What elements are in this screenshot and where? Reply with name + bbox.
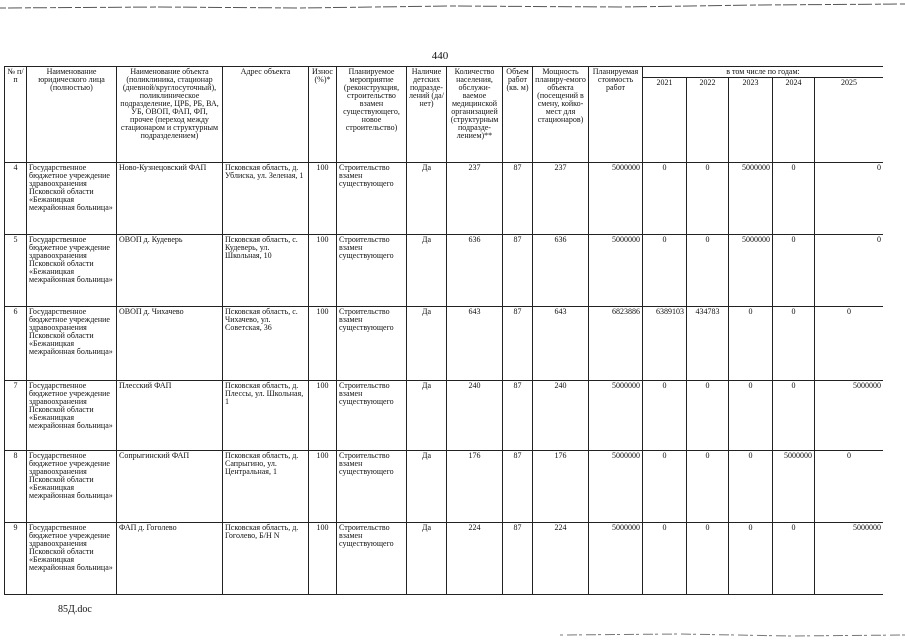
cell-2025: 0 [815,163,884,235]
cell-children: Да [407,163,447,235]
header-num: № п/п [5,67,27,163]
cell-2021: 0 [643,381,687,451]
cell-activity: Строительство взамен существующего [337,307,407,381]
cell-object: Сопрыгинский ФАП [117,451,223,523]
cell-capacity: 643 [533,307,589,381]
header-activity: Планируемое мероприятие (реконструкция, строительство взамен существующего, новое строительство) [337,67,407,163]
cell-2024: 0 [773,307,815,381]
cell-num: 4 [5,163,27,235]
cell-activity: Строительство взамен существующего [337,381,407,451]
cell-children: Да [407,451,447,523]
cell-2021: 6389103 [643,307,687,381]
cell-2023: 0 [729,523,773,595]
cell-address: Псковская область, д. Гоголево, Б/Н N [223,523,309,595]
cell-activity: Строительство взамен существующего [337,235,407,307]
cell-volume: 87 [503,163,533,235]
cell-2025: 5000000 [815,523,884,595]
cell-capacity: 240 [533,381,589,451]
cell-capacity: 176 [533,451,589,523]
table-row [5,163,884,235]
header-population: Количество населения, обслужи-ваемое медицинской организацией (структурным подразде-лением)** [447,67,503,163]
cell-2021: 0 [643,523,687,595]
cell-2022: 0 [687,451,729,523]
cell-volume: 87 [503,235,533,307]
cell-capacity: 636 [533,235,589,307]
cell-wear: 100 [309,523,337,595]
header-year-2021: 2021 [643,78,687,163]
cell-entity: Государственное бюджетное учреждение здравоохранения Псковской области «Бежаницкая межрайонная больница» [27,451,117,523]
cell-2022: 0 [687,235,729,307]
cell-2025: 0 [815,451,884,523]
cell-2024: 0 [773,523,815,595]
cell-object: Плесский ФАП [117,381,223,451]
cell-object: ОВОП д. Чихачево [117,307,223,381]
table-row [5,381,884,451]
header-years-group: в том числе по годам: [643,67,884,78]
cell-children: Да [407,523,447,595]
cell-children: Да [407,381,447,451]
cell-wear: 100 [309,451,337,523]
table-row [5,307,884,381]
cell-population: 237 [447,163,503,235]
cell-num: 5 [5,235,27,307]
cell-2025: 0 [815,307,884,381]
header-year-2022: 2022 [687,78,729,163]
cell-cost: 5000000 [589,451,643,523]
cell-entity: Государственное бюджетное учреждение здравоохранения Псковской области «Бежаницкая межрайонная больница» [27,235,117,307]
cell-activity: Строительство взамен существующего [337,523,407,595]
header-volume: Объем работ (кв. м) [503,67,533,163]
facilities-table [4,66,883,595]
cell-population: 643 [447,307,503,381]
cell-population: 176 [447,451,503,523]
cell-capacity: 224 [533,523,589,595]
cell-2023: 0 [729,451,773,523]
scan-edge-line-bottom [560,632,905,638]
cell-2021: 0 [643,163,687,235]
header-children: Наличие детских подразде-лений (да/нет) [407,67,447,163]
cell-wear: 100 [309,163,337,235]
header-year-2023: 2023 [729,78,773,163]
cell-activity: Строительство взамен существующего [337,163,407,235]
table-body [5,163,884,595]
cell-entity: Государственное бюджетное учреждение здравоохранения Псковской области «Бежаницкая межрайонная больница» [27,381,117,451]
cell-address: Псковская область, с. Кудеверь, ул. Школьная, 10 [223,235,309,307]
cell-object: ФАП д. Гоголево [117,523,223,595]
cell-volume: 87 [503,451,533,523]
cell-address: Псковская область, с. Чихачево, ул. Советская, 36 [223,307,309,381]
cell-wear: 100 [309,381,337,451]
cell-activity: Строительство взамен существующего [337,451,407,523]
cell-volume: 87 [503,523,533,595]
cell-volume: 87 [503,307,533,381]
cell-address: Псковская область, д. Плессы, ул. Школьная, 1 [223,381,309,451]
cell-entity: Государственное бюджетное учреждение здравоохранения Псковской области «Бежаницкая межрайонная больница» [27,163,117,235]
cell-2022: 434783 [687,307,729,381]
cell-cost: 5000000 [589,163,643,235]
header-object: Наименование объекта (поликлиника, стационар (дневной/круглосуточный), поликлиническое подразделение, ЦРБ, РБ, ВА, УБ, ОВОП, ФАП, ФП, прочее (переход между стационаром и структурным подразделением) [117,67,223,163]
cell-cost: 5000000 [589,381,643,451]
cell-volume: 87 [503,381,533,451]
cell-address: Псковская область, д. Сапрыгино, ул. Центральная, 1 [223,451,309,523]
cell-num: 7 [5,381,27,451]
cell-cost: 6823886 [589,307,643,381]
page-number: 440 [431,50,449,62]
cell-2024: 5000000 [773,451,815,523]
cell-num: 9 [5,523,27,595]
cell-cost: 5000000 [589,235,643,307]
cell-2021: 0 [643,451,687,523]
cell-wear: 100 [309,235,337,307]
cell-2022: 0 [687,163,729,235]
cell-address: Псковская область, д. Ублиска, ул. Зеленая, 1 [223,163,309,235]
cell-capacity: 237 [533,163,589,235]
table-row [5,235,884,307]
cell-2022: 0 [687,523,729,595]
cell-population: 636 [447,235,503,307]
cell-2024: 0 [773,235,815,307]
cell-children: Да [407,235,447,307]
header-cost: Планируемая стоимость работ [589,67,643,163]
cell-cost: 5000000 [589,523,643,595]
cell-object: Ново-Кузнецовский ФАП [117,163,223,235]
cell-2025: 5000000 [815,381,884,451]
cell-entity: Государственное бюджетное учреждение здравоохранения Псковской области «Бежаницкая межрайонная больница» [27,307,117,381]
cell-num: 6 [5,307,27,381]
header-year-2025: 2025 [815,78,884,163]
cell-2023: 5000000 [729,163,773,235]
cell-2023: 0 [729,381,773,451]
header-entity: Наименование юридического лица (полностью) [27,67,117,163]
cell-2022: 0 [687,381,729,451]
document-filename: 85Д.doc [58,604,92,615]
cell-2024: 0 [773,163,815,235]
header-wear: Износ (%)* [309,67,337,163]
table-row [5,523,884,595]
document-table-region [4,66,883,596]
cell-children: Да [407,307,447,381]
cell-2023: 5000000 [729,235,773,307]
cell-2025: 0 [815,235,884,307]
table-row [5,451,884,523]
table-header-row [5,67,884,78]
cell-object: ОВОП д. Кудеверь [117,235,223,307]
header-capacity: Мощность планиру-емого объекта (посещений в смену, койко-мест для стационаров) [533,67,589,163]
cell-population: 240 [447,381,503,451]
cell-2021: 0 [643,235,687,307]
header-year-2024: 2024 [773,78,815,163]
cell-wear: 100 [309,307,337,381]
cell-population: 224 [447,523,503,595]
cell-entity: Государственное бюджетное учреждение здравоохранения Псковской области «Бежаницкая межрайонная больница» [27,523,117,595]
cell-num: 8 [5,451,27,523]
header-address: Адрес объекта [223,67,309,163]
scan-edge-line-top [0,2,905,10]
cell-2023: 0 [729,307,773,381]
cell-2024: 0 [773,381,815,451]
